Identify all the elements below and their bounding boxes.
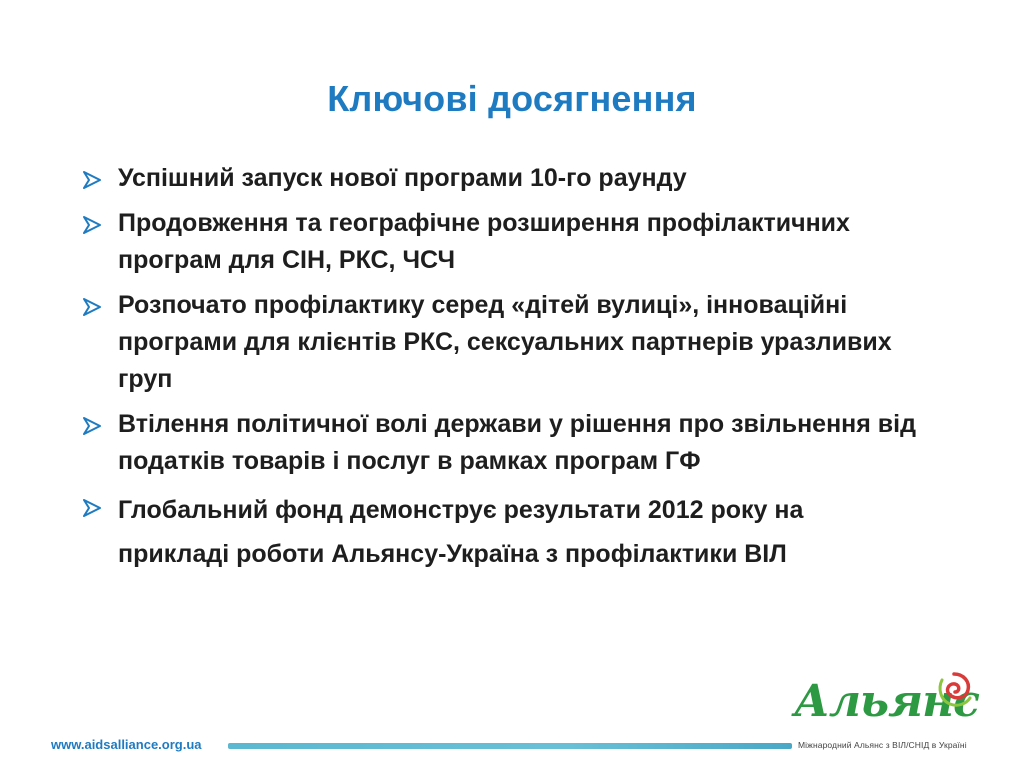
logo-tagline: Міжнародний Альянс з ВІЛ/СНІД в Україні <box>798 740 967 750</box>
bullet-item <box>80 406 920 480</box>
bullet-item <box>80 287 920 398</box>
slide-title: Ключові досягнення <box>327 78 697 119</box>
bullet-text: Втілення політичної волі держави у рішення про звільнення від податків товарів і послуг в рамках програм ГФ <box>118 410 916 475</box>
bullet-item <box>80 205 920 279</box>
bullet-text: Продовження та географічне розширення профілактичних програм для СІН, РКС, ЧСЧ <box>118 209 850 274</box>
bullet-list <box>80 160 920 584</box>
arrowhead-bullet-icon <box>82 297 102 317</box>
bullet-item <box>80 488 920 576</box>
arrowhead-bullet-icon <box>82 498 102 518</box>
footer-url: www.aidsalliance.org.ua <box>51 737 202 752</box>
ribbon-swirl-icon <box>932 668 976 712</box>
bullet-text: Розпочато профілактику серед «дітей вулиці», інноваційні програми для клієнтів РКС, сексуальних партнерів уразливих груп <box>118 291 892 393</box>
bullet-text: Глобальний фонд демонструє результати 2012 року на прикладі роботи Альянсу-Україна з профілактики ВІЛ <box>118 496 804 568</box>
bullet-text: Успішний запуск нової програми 10-го раунду <box>118 164 687 192</box>
arrowhead-bullet-icon <box>82 416 102 436</box>
alliance-logo <box>790 668 990 758</box>
bullet-item <box>80 160 920 197</box>
logo-wordmark: Альянс <box>794 676 979 727</box>
arrowhead-bullet-icon <box>82 215 102 235</box>
footer-divider <box>228 743 792 749</box>
arrowhead-bullet-icon <box>82 170 102 190</box>
